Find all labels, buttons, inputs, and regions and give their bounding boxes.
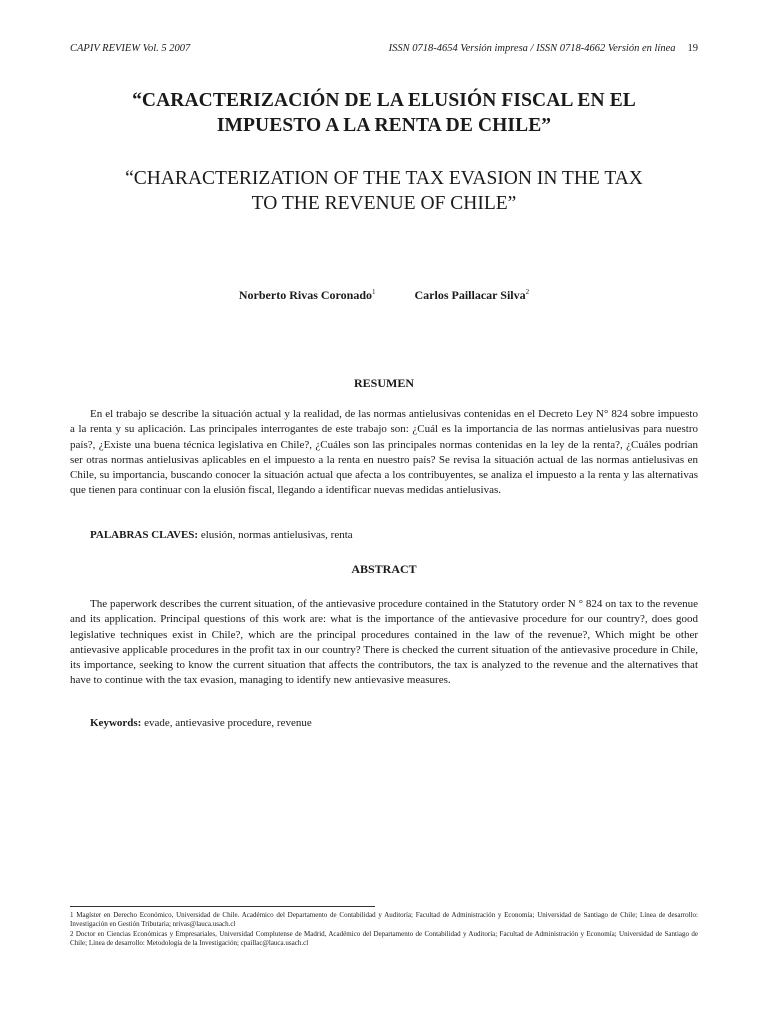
author-2 (415, 288, 530, 303)
issn-text: ISSN 0718-4654 Versión impresa / ISSN 0718-4662 Versión en línea (388, 43, 676, 54)
palabras-claves-text: elusión, normas antielusivas, renta (198, 529, 353, 541)
palabras-claves (90, 529, 698, 541)
keywords-text: evade, antievasive procedure, revenue (141, 717, 312, 729)
issn-line (389, 43, 698, 54)
abstract-paragraph: The paperwork describes the current situation, of the antievasive procedure contained in the Statutory order N ° 824 on tax to the revenue and its application. Principal questions of this work are: what is the importance of the antievasive procedure for our country?, does good legislative techniques exist in Chile?, which are the principal procedures contained in the law of the revenue?, Which might be other antievasive applicable procedures in the profit tax in our country? There is checked the current situation of the antievasive procedure in Chile, its importance, seeking to know the current situation that affects the contributors, the tax is analyzed to the revenue and the alternatives that have to continue with the tax evasion, managing to identify new antievasive measures. (70, 598, 698, 687)
author-2-name: Carlos Paillacar Silva (414, 288, 526, 302)
page-number: 19 (687, 43, 698, 54)
author-1-footnote-mark: 1 (372, 288, 376, 296)
abstract-heading: ABSTRACT (351, 562, 417, 576)
title-english-line-1: “CHARACTERIZATION OF THE TAX EVASION IN THE TAX (125, 168, 643, 189)
resumen-heading: RESUMEN (353, 376, 414, 390)
author-1-name: Norberto Rivas Coronado (238, 288, 372, 302)
title-english (90, 166, 678, 216)
title-english-line-2: TO THE REVENUE OF CHILE” (251, 193, 517, 214)
palabras-claves-label: PALABRAS CLAVES: (90, 529, 199, 541)
title-spanish-line-1: “CARACTERIZACIÓN DE LA ELUSIÓN FISCAL EN EL (132, 90, 636, 111)
author-list (70, 288, 698, 303)
keywords-label: Keywords: (90, 717, 142, 729)
journal-name: CAPIV REVIEW Vol. 5 2007 (70, 43, 191, 54)
title-spanish (90, 88, 678, 138)
footnote-divider (70, 906, 375, 907)
author-1 (239, 288, 376, 303)
running-header (70, 43, 698, 57)
title-spanish-line-2: IMPUESTO A LA RENTA DE CHILE” (216, 115, 552, 136)
author-2-footnote-mark: 2 (525, 288, 530, 296)
footnote-1: 1 Magíster en Derecho Económico, Universidad de Chile. Académico del Departamento de Contabilidad y Auditoría; Facultad de Administración y Economía; Universidad de Santiago de Chile; Línea de desarrollo: Investigación en Gestión Tributaria; nrivas@lauca.usach.cl (70, 911, 698, 928)
keywords (90, 717, 698, 729)
resumen-paragraph: En el trabajo se describe la situación actual y la realidad, de las normas antielusivas contenidas en el Decreto Ley N° 824 sobre impuesto a la renta y su aplicación. Las principales interrogantes de este trabajo son: ¿Cuál es la importancia de las normas antielusivas para nuestro país?, ¿Existe una buena técnica legislativa en Chile?, ¿Cuáles son las principales normas contenidas en la ley de la renta?, ¿Cuáles podrían ser otras normas antielusivas aplicables en el impuesto a la renta en nuestro país? Se revisa la situación actual de las normas antielusivas en Chile, su importancia, buscando conocer la situación actual que afecta a los contribuyentes, se analiza el impuesto a la renta y las alternativas que tienen para continuar con la elusión fiscal, llegando a identificar nuevas medidas antielusivas. (70, 408, 698, 497)
footnotes (70, 911, 698, 949)
footnote-2: 2 Doctor en Ciencias Económicas y Empresariales, Universidad Complutense de Madrid, Académico del Departamento de Contabilidad y Auditoría; Facultad de Administración y Economía; Universidad de Santiago de Chile; Línea de desarrollo: Metodología de la Investigación; cpaillac@lauca.usach.cl (70, 930, 698, 947)
